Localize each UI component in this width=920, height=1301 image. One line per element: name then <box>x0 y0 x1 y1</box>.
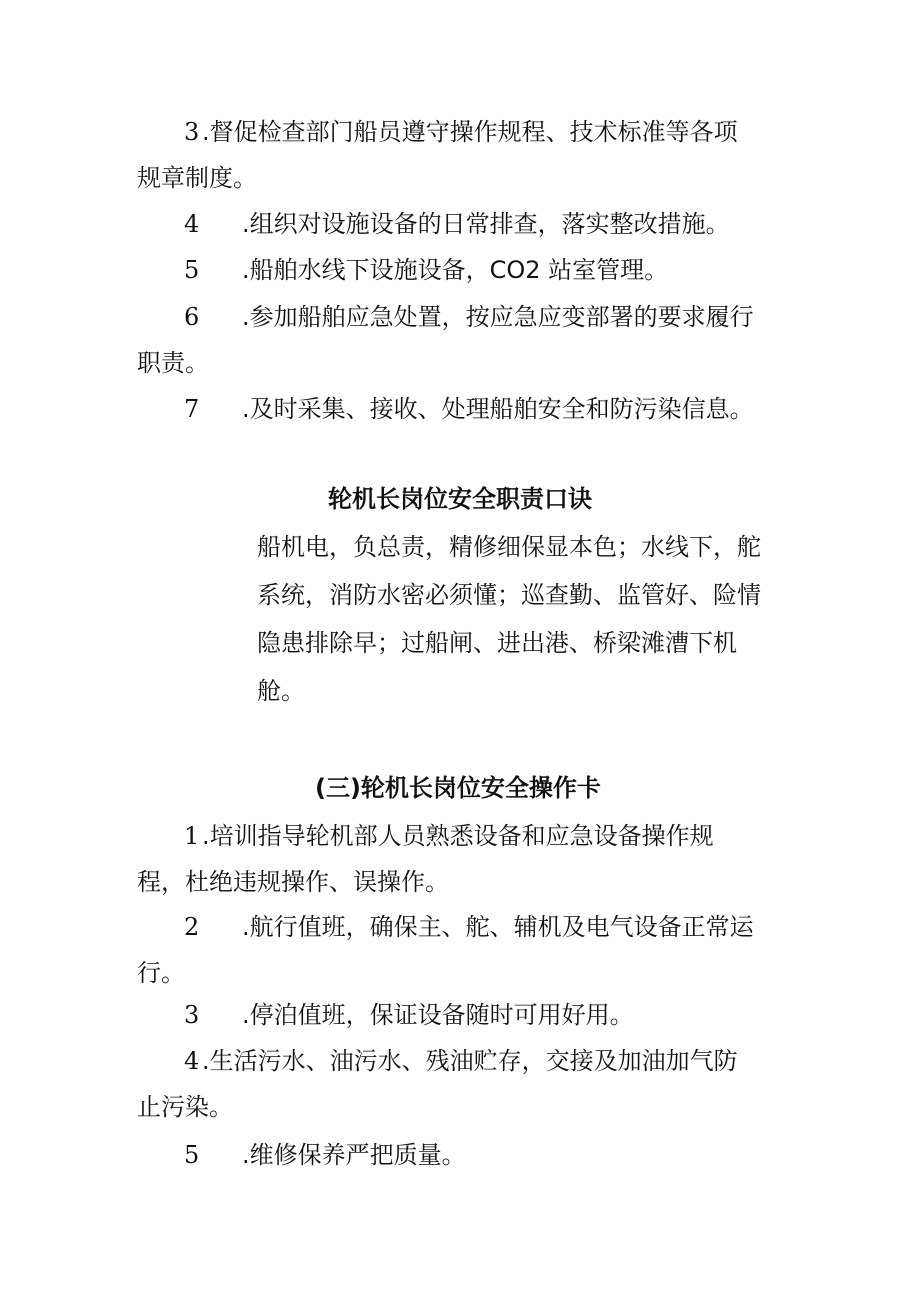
item-text-continued: 程，杜绝违规操作、误操作。 <box>137 868 449 896</box>
item-text: .航行值班，确保主、舵、辅机及电气设备正常运 <box>242 913 754 941</box>
item-number: 1 <box>184 822 200 850</box>
item-number: 2 <box>184 913 200 941</box>
item-number: 7 <box>184 395 200 423</box>
item-text-continued: 止污染。 <box>137 1093 233 1121</box>
list-item <box>184 255 668 285</box>
item-text-continued: 规章制度。 <box>137 164 257 192</box>
list-item <box>184 821 714 851</box>
item-number: 5 <box>184 256 200 284</box>
list-item <box>184 302 754 332</box>
item-number: 6 <box>184 303 200 331</box>
item-number: 4 <box>184 1047 200 1075</box>
item-text: .组织对设施设备的日常排查，落实整改措施。 <box>242 210 730 238</box>
mnemonic-line: 舱。 <box>257 677 305 705</box>
item-text: .及时采集、接收、处理船舶安全和防污染信息。 <box>242 395 754 423</box>
item-text-continued: 职责。 <box>137 349 209 377</box>
item-text: .维修保养严把质量。 <box>242 1141 466 1169</box>
list-item <box>184 1000 634 1030</box>
item-number: 5 <box>184 1141 200 1169</box>
item-text-continued: 行。 <box>137 959 185 987</box>
list-item <box>184 1140 466 1170</box>
item-number: 3 <box>184 1001 200 1029</box>
item-text: .生活污水、油污水、残油贮存，交接及加油加气防 <box>202 1047 738 1075</box>
list-item <box>184 209 730 239</box>
list-item <box>184 1046 738 1076</box>
mnemonic-line: 系统，消防水密必须懂；巡查勤、监管好、险情 <box>257 581 761 609</box>
item-text: .船舶水线下设施设备，CO2 站室管理。 <box>242 256 669 284</box>
mnemonic-line: 船机电，负总责，精修细保显本色；水线下，舵 <box>257 533 761 561</box>
mnemonic-title: 轮机长岗位安全职责口诀 <box>328 485 592 513</box>
section-title: (三)轮机长岗位安全操作卡 <box>315 774 601 802</box>
item-text: .停泊值班，保证设备随时可用好用。 <box>242 1001 634 1029</box>
list-item <box>184 394 754 424</box>
list-item <box>184 912 754 942</box>
item-number: 3 <box>184 118 200 146</box>
item-text: .培训指导轮机部人员熟悉设备和应急设备操作规 <box>202 822 714 850</box>
item-text: .督促检查部门船员遵守操作规程、技术标准等各项 <box>202 118 738 146</box>
item-number: 4 <box>184 210 200 238</box>
list-item <box>184 117 738 147</box>
item-text: .参加船舶应急处置，按应急应变部署的要求履行 <box>242 303 754 331</box>
mnemonic-line: 隐患排除早；过船闸、进出港、桥梁滩漕下机 <box>257 629 737 657</box>
